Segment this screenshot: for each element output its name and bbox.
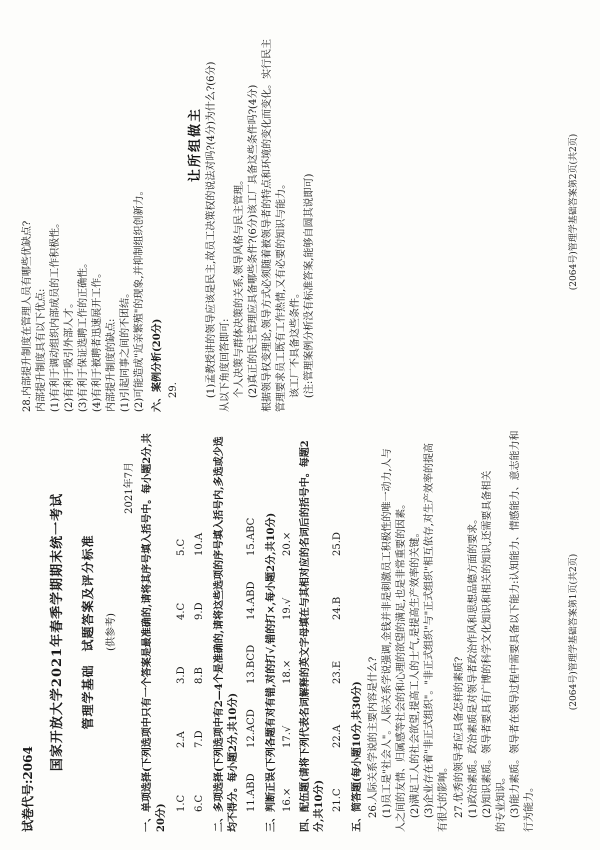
answer-4: 4.C [176, 602, 187, 620]
answer-12: 12.ACD [246, 709, 257, 748]
exam-date: 2021年7月 [124, 462, 135, 514]
page-2-footer: (2064号)管理学基础答案第2页(共2页) [569, 133, 579, 291]
q29-point-1-guide: 从以下角度回答即可: [220, 318, 231, 412]
q27-point-3: (3)能力素质。领导者在领导过程中需要具备以下能力:认知能力、情感能力、意志能力和 [510, 430, 521, 818]
section-4-heading-cont: 分,共10分) [314, 779, 325, 832]
section-2-heading: 二、多项选择(下列选项中有2—4个是准确的,请将这些选项的序号填入括号内,多选或少选 [214, 436, 225, 832]
answer-10: 10.A [194, 532, 205, 556]
section-5-heading: 五、简答题(每小题10分,共30分) [352, 681, 363, 832]
section-2-heading-cont: 均不得分。每小题2分,共10分) [228, 692, 239, 832]
answer-23: 23.E [332, 660, 343, 684]
section-2-answers [246, 492, 258, 812]
section-4-heading: 四、配伍题(请将下列代表名词解释的英文字母填在与其相对应的名词后的括号中。每题2 [300, 440, 311, 832]
q26-point-1-cont: 人之间的友情、归属感等社会的和心理的欲望的满足,也是非常重要的因素。 [396, 498, 407, 832]
q27-point-2-cont: 的专业知识。 [496, 772, 507, 832]
answer-18: 18.× [282, 659, 293, 684]
q28-point-4: (4)有利于被聘者迅速展开工作。 [92, 267, 103, 412]
section-6-heading: 六、案例分析(20分) [152, 318, 163, 412]
q28-advantages-intro: 内部提升制度具有以下优点: [36, 288, 47, 412]
q28-point-2: (2)有利于吸引外部人才。 [64, 297, 75, 412]
q28-point-5: (1)引起同事之间的不团结。 [120, 287, 131, 412]
q29-point-1: (1)孟教授讲的领导应该是民主,故员工决策权的说法对吗?(4分)为什么?(6分) [206, 61, 217, 398]
answer-1: 1.C [176, 794, 187, 812]
answer-17: 17.√ [282, 725, 293, 748]
section-1-answers-row-1 [176, 492, 188, 812]
section-1-heading: 一、单项选择(下列选项中只有一个答案是最准确的,请将其序号填入括号中。每小题2分,共 [142, 433, 153, 832]
question-26: 26.人际关系学说的主要内容是什么? [368, 656, 379, 818]
section-1-answers-row-2 [194, 492, 206, 812]
question-28: 28.内部提升制度在管理人员有哪些优缺点? [22, 220, 33, 412]
answer-7: 7.D [194, 730, 205, 748]
question-29: 29. [168, 382, 179, 398]
section-1-heading-cont: 20分) [156, 803, 167, 832]
answer-5: 5.C [176, 538, 187, 556]
answer-13: 13.BCD [246, 644, 257, 684]
q28-point-3: (3)有利于保证选聘工作的正确性。 [78, 257, 89, 412]
page-1-footer: (2064号)管理学基础答案第1页(共2页) [569, 553, 579, 711]
section-4-answers [332, 492, 344, 812]
exam-subtitle: 管理学基础 试题答案及评分标准 [81, 534, 95, 730]
q26-point-2: (2)满足工人的社会欲望,提高工人的士气,是提高生产效率的关键。 [410, 527, 421, 818]
answer-11: 11.ABD [246, 773, 257, 812]
section-3-heading: 三、判断正误(下列各题有对有错,对的打√,错的打×,每小题2分,共10分) [266, 512, 277, 832]
reference-note: (供参考) [106, 613, 117, 651]
q26-point-3-cont: 有很大的影响。 [438, 762, 449, 832]
q29-point-2-answer-cont: 管理要求员工既有工作热情,又有必要的知识与能力。 [276, 178, 287, 412]
q26-point-1: (1)员工是"社会人"。人际关系学说强调,金钱并非是刺激员工积极性的唯一动力,人与 [382, 448, 393, 818]
q28-point-6: (2)可能造成"近亲繁殖"的现象,并抑制组织创新力。 [134, 185, 145, 412]
answer-3: 3.D [176, 666, 187, 684]
q27-point-3-cont: 行为能力。 [524, 782, 535, 832]
answer-6: 6.C [194, 794, 205, 812]
handwritten-stamp: 让所组做主 [188, 106, 203, 182]
answer-21: 21.C [332, 788, 343, 812]
q28-disadvantages-intro: 内部提升制度的缺点: [106, 318, 117, 412]
q29-note: (注:管理案例分析没有标准答案,能够自圆其说即可) [304, 173, 315, 398]
answer-24: 24.B [332, 596, 343, 620]
q29-point-1-answer: 个人决策与群体决策的关系,领导风格与民主管理。 [234, 174, 245, 398]
exam-title: 国家开放大学2021年春季学期期末统一考试 [50, 492, 65, 772]
answer-page-2 [0, 12, 600, 412]
q27-point-1: (1)政治素质。政治素质是对领导者政治作风和思想品德方面的要求。 [468, 513, 479, 818]
q29-point-2-conclusion: 该工厂不具备这些条件。 [290, 288, 301, 398]
section-3-answers [282, 492, 294, 812]
q29-point-2-answer: 根据领导权变理论,领导方式必须随着被领导者的特点和环境的变化而变化。实行民主 [262, 38, 273, 412]
q27-point-2: (2)知识素质。领导者要具有广博的科学文化知识和相关的知识,还需要具备相关 [482, 470, 493, 818]
answer-20: 20.× [282, 531, 293, 556]
answer-15: 15.ABC [246, 517, 257, 556]
answer-page-1 [0, 432, 600, 832]
q28-point-1: (1)有利于调动组织内部成员的工作积极性。 [50, 217, 61, 412]
q26-point-3: (3)企业存在着"非正式组织"。"非正式组织"与"正式组织"相互依存,对生产效率的提高 [424, 443, 435, 818]
answer-25: 25.D [332, 532, 343, 556]
answer-9: 9.D [194, 602, 205, 620]
answer-19: 19.√ [282, 597, 293, 620]
answer-22: 22.A [332, 724, 343, 748]
answer-8: 8.B [194, 667, 205, 684]
question-27: 27.优秀的领导者应具备怎样的素质? [454, 656, 465, 818]
q29-point-2: (2)真正的民主管理应具备哪些条件?(6分)该工厂具备这些条件吗?(4分) [248, 84, 259, 398]
answer-2: 2.A [176, 731, 187, 748]
answer-16: 16.× [282, 787, 293, 812]
answer-14: 14.ABD [246, 581, 257, 620]
exam-code: 试卷代号:2064 [21, 746, 35, 832]
